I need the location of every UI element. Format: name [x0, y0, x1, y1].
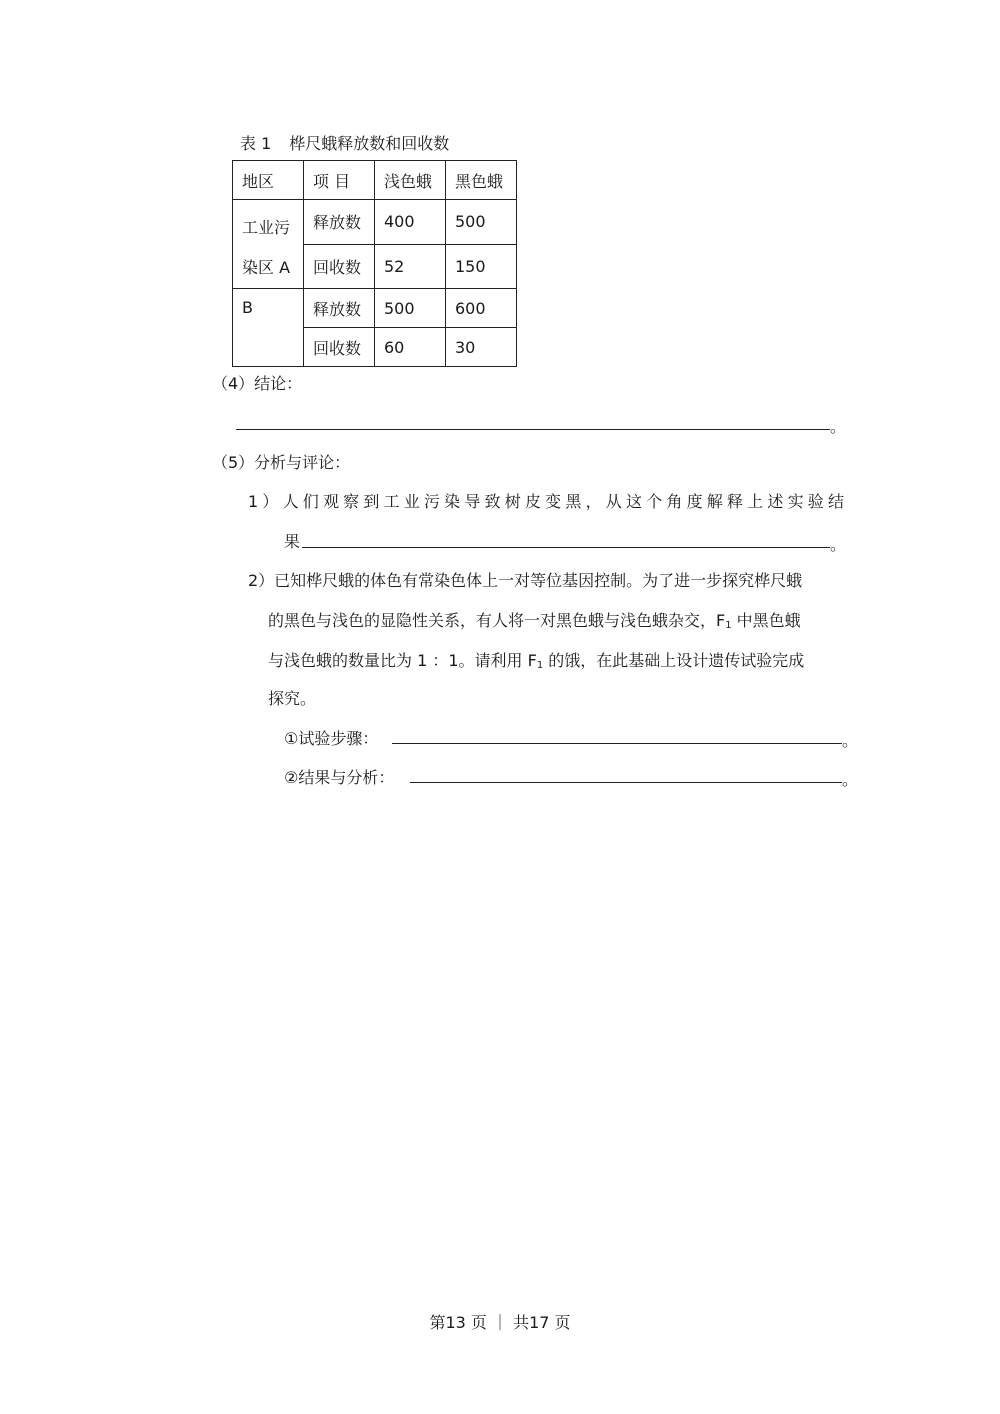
table-number: 表 1 — [240, 134, 272, 153]
table-caption: 桦尺蛾释放数和回收数 — [289, 134, 450, 153]
light-cell: 500 — [375, 289, 446, 328]
q5-p2-line2 — [268, 608, 801, 631]
q5-p1-period: 。 — [830, 535, 847, 554]
q5-p2-line4: 探究。 — [268, 689, 317, 708]
region-a-line1: 工业污 — [242, 218, 291, 237]
q4-answer-line[interactable] — [236, 429, 830, 430]
region-b-cell: B — [233, 289, 304, 367]
q5-p1-line1: 1）人们观察到工业污染导致树皮变黑，从这个角度解释上述实验结 — [248, 492, 849, 511]
header-light-moth: 浅色蛾 — [375, 161, 446, 200]
q5-p2-line1: 2）已知桦尺蛾的体色有常染色体上一对等位基因控制。为了进一步探究桦尺蛾 — [248, 571, 803, 590]
page-footer: 第13 页 ｜ 共17 页 — [429, 1313, 571, 1332]
light-cell: 52 — [375, 244, 446, 289]
q4-label: （4）结论： — [212, 374, 303, 393]
q5-p2-line3 — [268, 648, 804, 671]
q5-p2-line3-text-b: 的饿，在此基础上设计遗传试验完成 — [543, 651, 805, 670]
light-cell: 400 — [375, 200, 446, 245]
step2-answer-line[interactable] — [410, 782, 842, 783]
table-header-row — [233, 161, 517, 200]
dark-cell: 500 — [446, 200, 517, 245]
subscript: 1 — [725, 620, 732, 631]
dark-cell: 30 — [446, 328, 517, 367]
light-cell: 60 — [375, 328, 446, 367]
q5-p1-answer-line[interactable] — [302, 547, 830, 548]
table-row — [233, 200, 517, 245]
dark-cell: 150 — [446, 244, 517, 289]
item-cell: 释放数 — [304, 289, 375, 328]
step2-label: ②结果与分析： — [284, 768, 395, 787]
q4-period: 。 — [830, 417, 847, 436]
q5-label: （5）分析与评论： — [212, 453, 351, 472]
dark-cell: 600 — [446, 289, 517, 328]
item-cell: 回收数 — [304, 244, 375, 289]
header-dark-moth: 黑色蛾 — [446, 161, 517, 200]
item-cell: 回收数 — [304, 328, 375, 367]
step2-period: 。 — [842, 770, 859, 789]
item-cell: 释放数 — [304, 200, 375, 245]
subscript: 1 — [536, 660, 544, 671]
moth-release-table — [232, 160, 517, 367]
q5-p2-line3-text: 与浅色蛾的数量比为 1 ：1。请利用 F — [268, 651, 537, 670]
q5-p2-line2-text-b: 中黑色蛾 — [731, 611, 801, 630]
header-item: 项 目 — [304, 161, 375, 200]
region-a-cell — [233, 200, 304, 289]
region-a-line2: 染区 A — [242, 258, 291, 277]
step1-label: ①试验步骤： — [284, 729, 379, 748]
step1-period: 。 — [842, 731, 859, 750]
table-row — [233, 289, 517, 328]
header-region: 地区 — [233, 161, 304, 200]
q5-p1-line2: 果 — [284, 532, 301, 551]
step1-answer-line[interactable] — [392, 743, 842, 744]
table-title — [240, 131, 449, 154]
q5-p2-line2-text: 的黑色与浅色的显隐性关系，有人将一对黑色蛾与浅色蛾杂交，F — [268, 611, 726, 630]
